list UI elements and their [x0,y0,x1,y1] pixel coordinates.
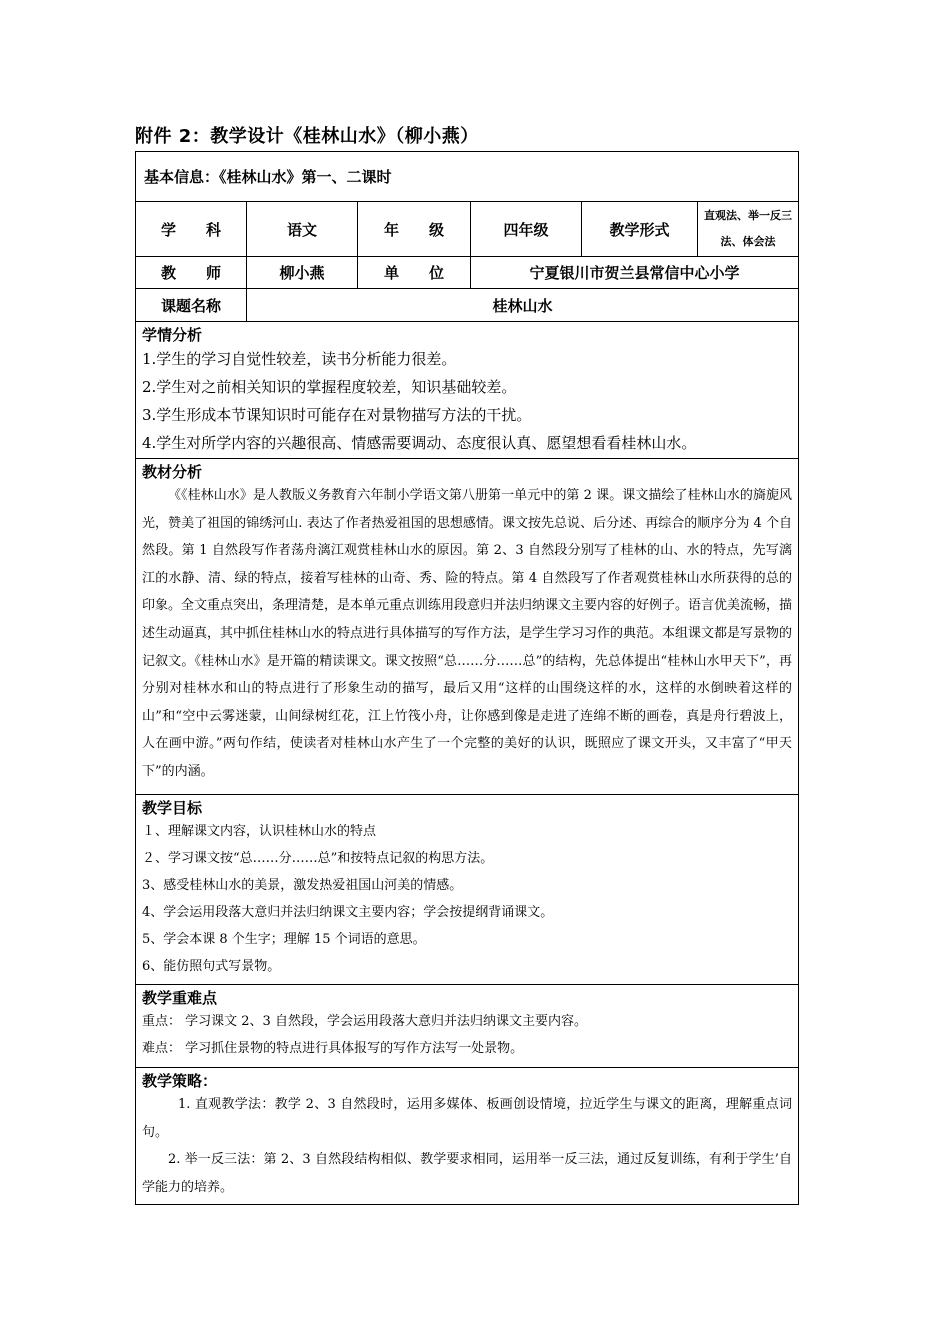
subject-value: 语文 [247,202,358,257]
objective-item: １、理解课文内容，认识桂林山水的特点 [142,824,377,839]
teaching-form-value: 直观法、举一反三法、体会法 [698,202,799,257]
objective-item: ２、学习课文按“总……分……总”和按特点记叙的构思方法。 [142,851,494,866]
objective-item: 4、学会运用段落大意归并法归纳课文主要内容；学会按提纲背诵课文。 [142,905,554,920]
student-analysis-item: 3.学生形成本节课知识时可能存在对景物描写方法的干扰。 [142,406,532,424]
student-analysis-item: 2.学生对之前相关知识的掌握程度较差，知识基础较差。 [142,378,517,396]
strategy-item: 2. 举一反三法：第 2、3 自然段结构相似、教学要求相同，运用举一反三法，通过反复训练，有利于学生’自学能力的培养。 [142,1152,793,1195]
grade-value: 四年级 [471,202,582,257]
strategy-item: 1. 直观教学法：教学 2、3 自然段时，运用多媒体、板画创设情境，拉近学生与课文的距离，理解重点词句。 [142,1097,793,1140]
key-points-section [136,985,799,1068]
student-analysis-heading: 学情分析 [142,326,203,344]
subject-label: 学 科 [136,202,247,257]
unit-label: 单 位 [358,257,471,289]
teaching-form-label: 教学形式 [582,202,698,257]
grade-label: 年 级 [358,202,471,257]
teacher-label: 教 师 [136,257,247,289]
lesson-plan-table [135,151,799,1205]
objectives-section [136,795,799,985]
objective-item: 5、学会本课 8 个生字；理解 15 个词语的意思。 [142,932,426,947]
teacher-value: 柳小燕 [247,257,358,289]
objective-item: 3、感受桂林山水的美景，激发热爱祖国山河美的情感。 [142,878,463,893]
topic-value: 桂林山水 [247,289,799,322]
unit-value: 宁夏银川市贺兰县常信中心小学 [471,257,799,289]
student-analysis-section [136,322,799,459]
strategy-section [136,1068,799,1205]
strategy-heading: 教学策略： [142,1072,218,1090]
student-analysis-item: 4.学生对所学内容的兴趣很高、情感需要调动、态度很认真、愿望想看看桂林山水。 [142,434,697,452]
material-analysis-text: 《《桂林山水》是人教版义务教育六年制小学语文第八册第一单元中的第 2 课。课文描绘了桂林山水的旖旎风光，赞美了祖国的锦绣河山. 表达了作者热爱祖国的思想感情。课文按先总说、后分述、再综合的顺序分为 4 个自然段。第 1 自然段写作者荡舟漓江观赏桂林山水的原因。第 2、3 自然段分别写了桂林的山、水的特点，先写漓江的水静、清、绿的特点，接着写桂林的山奇、秀、险的特点。第 4 自然段写了作者观赏桂林山水所获得的总的印象。全文重点突出，条理清楚，是本单元重点训练用段意归并法归纳课文主要内容的好例子。语言优美流畅，描述生动逼真，其中抓住桂林山水的特点进行具体描写的写作方法，是学生学习习作的典范。本组课文都是写景物的记叙文。《桂林山水》是开篇的精读课文。课文按照“总……分……总”的结构，先总体提出“桂林山水甲天下”，再分别对桂林水和山的特点进行了形象生动的描写，最后又用“这样的山围绕这样的水，这样的水倒映着这样的山”和“空中云雾迷蒙，山间绿树红花，江上竹筏小舟，让你感到像是走进了连绵不断的画卷，真是舟行碧波上，人在画中游。”两句作结，使读者对桂林山水产生了一个完整的美好的认识，既照应了课文开头，又丰富了“甲天下”的内涵。 [142,488,793,779]
document-title: 附件 2：教学设计《桂林山水》（柳小燕） [135,126,479,147]
basic-info-cell [136,152,799,202]
basic-info: 基本信息：《桂林山水》第一、二课时 [144,168,392,186]
material-analysis-heading: 教材分析 [142,463,203,481]
key-point-item: 重点： 学习课文 2、3 自然段，学会运用段落大意归并法归纳课文主要内容。 [142,1014,587,1029]
objective-item: 6、能仿照句式写景物。 [142,959,281,974]
student-analysis-item: 1.学生的学习自觉性较差，读书分析能力很差。 [142,350,457,368]
material-analysis-section [136,459,799,795]
key-points-heading: 教学重难点 [142,989,218,1007]
objectives-heading: 教学目标 [142,799,203,817]
topic-label: 课题名称 [136,289,247,322]
key-point-item: 难点： 学习抓住景物的特点进行具体报写的写作方法写一处景物。 [142,1041,524,1056]
